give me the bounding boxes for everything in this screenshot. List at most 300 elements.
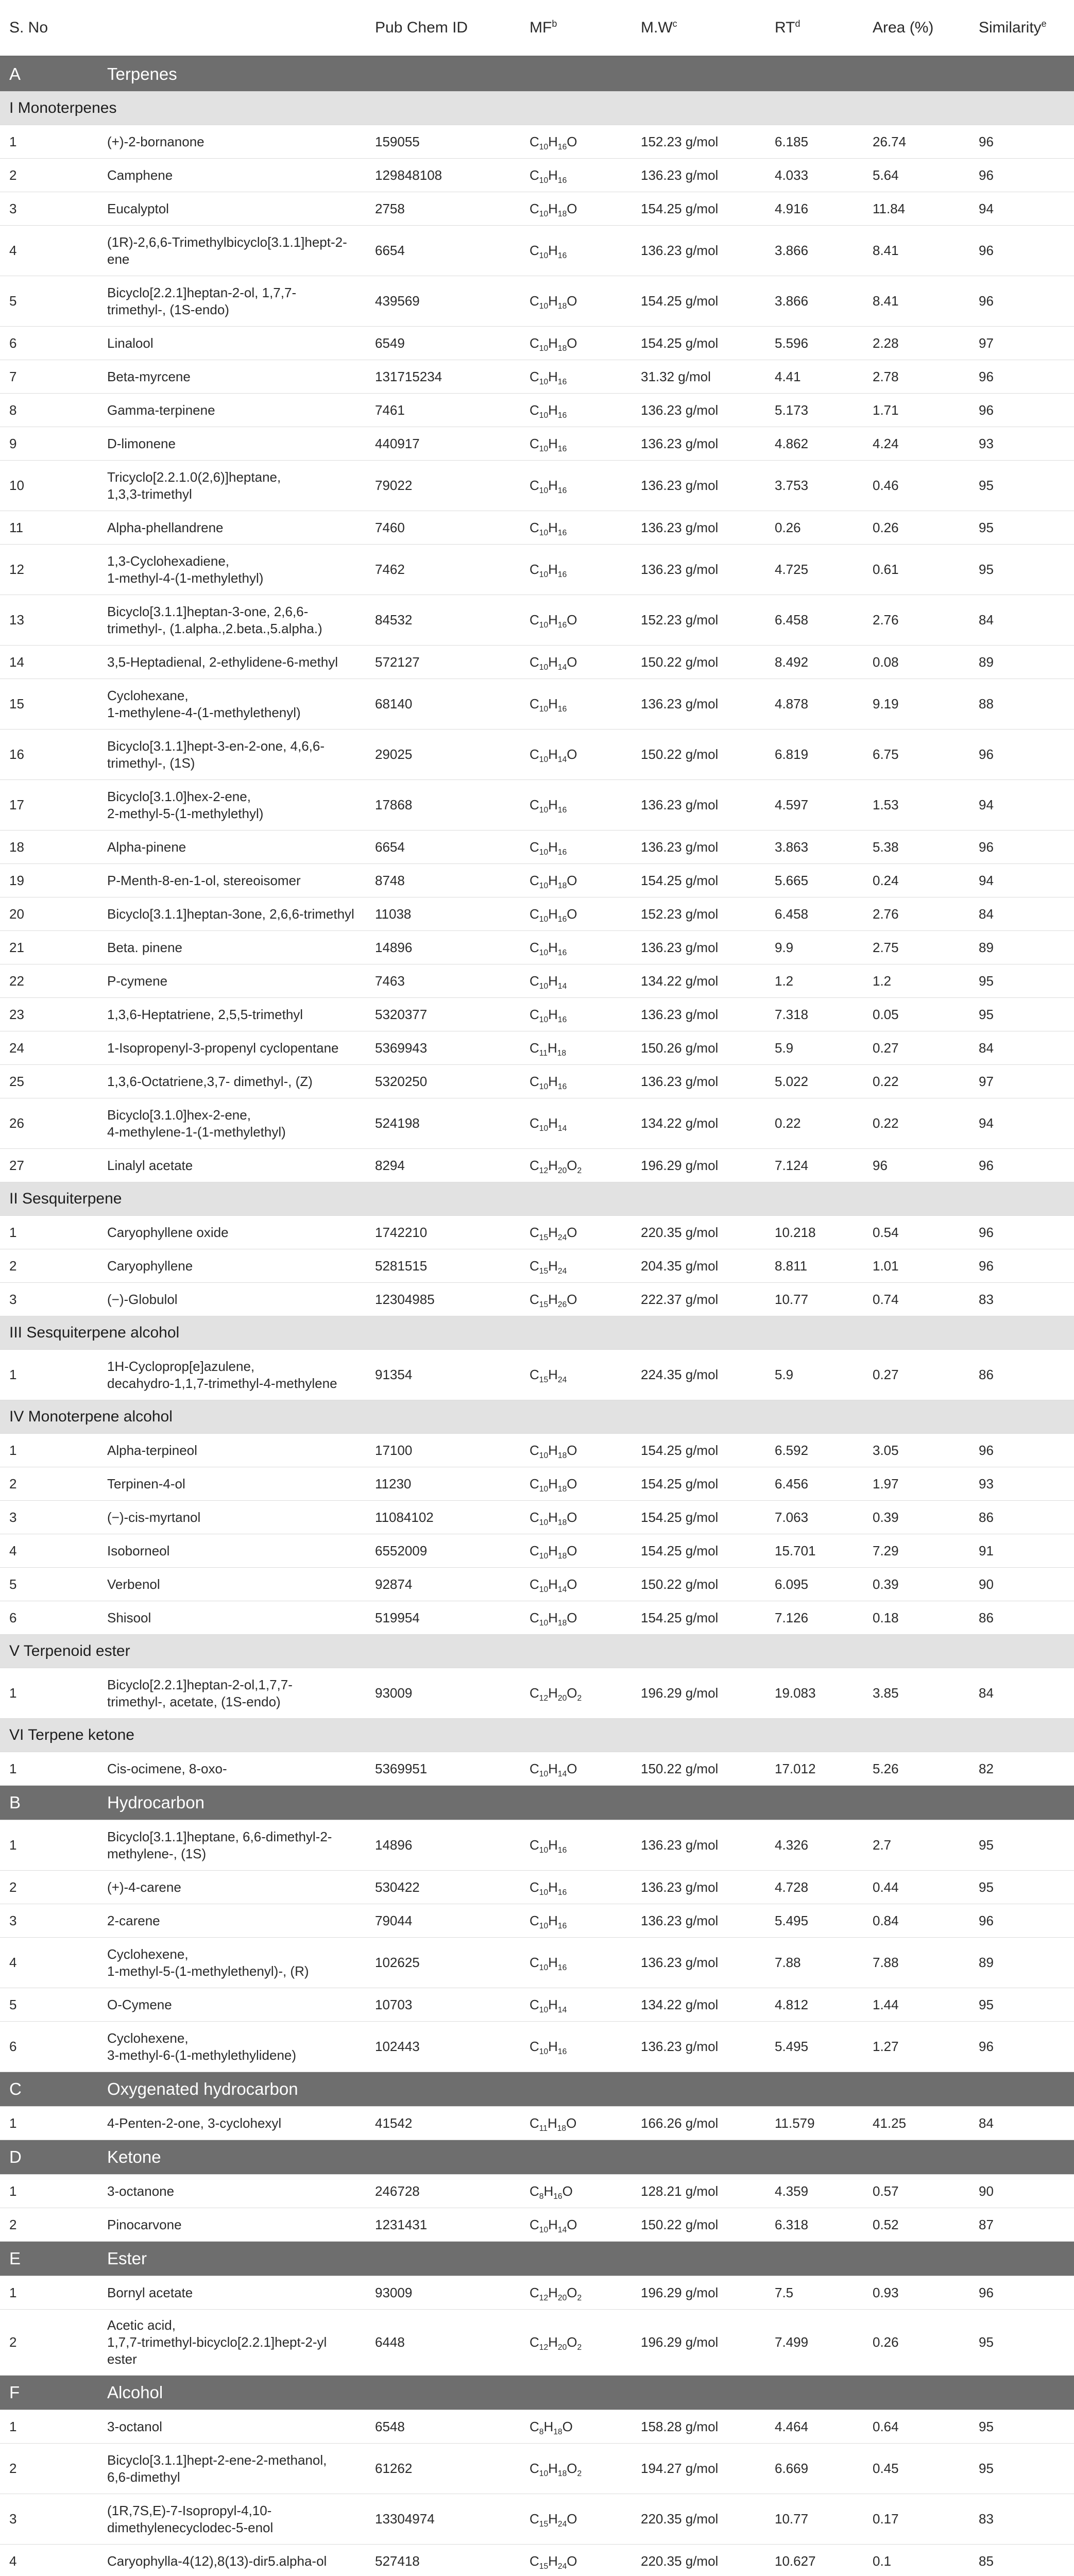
molecular-weight: 196.29 g/mol	[641, 2334, 719, 2350]
area-percent: 0.84	[873, 1912, 899, 1928]
subsection-header	[0, 92, 1074, 125]
compound-name: (1R,7S,E)-7-Isopropyl-4,10- dimethylenecyclodec-5-enol	[107, 2502, 274, 2535]
compound-name: Caryophyllene	[107, 1258, 193, 1274]
table-row	[0, 2022, 1074, 2072]
pubchem-id: 129848108	[375, 167, 442, 183]
retention-time: 0.22	[775, 1115, 801, 1131]
retention-time: 6.819	[775, 747, 809, 762]
molecular-weight: 136.23 g/mol	[641, 1006, 719, 1022]
table-row	[0, 2444, 1074, 2494]
area-percent: 3.05	[873, 1442, 899, 1458]
table-row	[0, 2410, 1074, 2444]
compound-name: Bicyclo[3.1.1]heptan-3one, 2,6,6-trimethyl	[107, 906, 354, 922]
retention-time: 0.26	[775, 519, 801, 535]
table-row	[0, 1031, 1074, 1065]
table-row	[0, 864, 1074, 897]
row-sno: 1	[9, 1837, 17, 1853]
section-header	[0, 1786, 1074, 1820]
area-percent: 0.26	[873, 519, 899, 535]
compound-name: 3-octanone	[107, 2183, 175, 2199]
row-sno: 27	[9, 1157, 24, 1173]
compound-name: Bicyclo[3.1.0]hex-2-ene, 4-methylene-1-(1-methylethyl)	[107, 1107, 286, 1140]
compound-name: P-Menth-8-en-1-ol, stereoisomer	[107, 872, 301, 888]
subsection-header	[0, 1719, 1074, 1752]
similarity: 94	[979, 872, 994, 888]
molecular-weight: 166.26 g/mol	[641, 2115, 719, 2131]
similarity: 85	[979, 2553, 994, 2569]
area-percent: 7.29	[873, 1543, 899, 1558]
section-header	[0, 57, 1074, 92]
table-row	[0, 646, 1074, 679]
pubchem-id: 68140	[375, 696, 413, 711]
molecular-weight: 154.25 g/mol	[641, 335, 719, 351]
pubchem-id: 8748	[375, 872, 405, 888]
area-percent: 0.18	[873, 1609, 899, 1625]
similarity: 96	[979, 839, 994, 855]
similarity: 95	[979, 1006, 994, 1022]
retention-time: 3.753	[775, 478, 809, 493]
pubchem-id: 7461	[375, 402, 405, 418]
compound-name: 1,3,6-Octatriene,3,7- dimethyl-, (Z)	[107, 1073, 313, 1089]
molecular-weight: 136.23 g/mol	[641, 1073, 719, 1089]
compound-name: Bicyclo[3.1.0]hex-2-ene, 2-methyl-5-(1-methylethyl)	[107, 788, 264, 821]
molecular-weight: 152.23 g/mol	[641, 612, 719, 628]
molecular-formula: $C_{11}H_{18}$	[530, 1040, 567, 1058]
compound-name: (−)-cis-myrtanol	[107, 1509, 201, 1525]
molecular-weight: 220.35 g/mol	[641, 2511, 719, 2527]
pubchem-id: 519954	[375, 1609, 420, 1625]
molecular-weight: 136.23 g/mol	[641, 402, 719, 418]
table-row	[0, 226, 1074, 276]
molecular-weight: 152.23 g/mol	[641, 906, 719, 922]
subsection-title: II Sesquiterpene	[0, 1182, 1074, 1216]
retention-time: 6.456	[775, 1476, 809, 1492]
area-percent: 0.27	[873, 1367, 899, 1382]
molecular-formula: $C_{10}H_{16}$	[530, 1837, 567, 1855]
compound-name: Eucalyptol	[107, 200, 169, 216]
area-percent: 0.57	[873, 2183, 899, 2199]
table-row	[0, 327, 1074, 360]
area-percent: 2.76	[873, 906, 899, 922]
compound-name: (+)-2-bornanone	[107, 133, 204, 149]
similarity: 96	[979, 133, 994, 149]
retention-time: 4.862	[775, 435, 809, 451]
molecular-formula: $C_{10}H_{18}O$	[530, 335, 577, 353]
similarity: 86	[979, 1367, 994, 1382]
table-row	[0, 1601, 1074, 1635]
molecular-weight: 150.22 g/mol	[641, 1576, 719, 1592]
table-row	[0, 511, 1074, 545]
area-percent: 0.45	[873, 2461, 899, 2476]
pubchem-id: 84532	[375, 612, 413, 628]
pubchem-id: 93009	[375, 2284, 413, 2300]
molecular-formula: $C_{10}H_{18}O$	[530, 293, 577, 311]
table-row	[0, 1501, 1074, 1534]
compound-name: Caryophyllene oxide	[107, 1224, 229, 1240]
row-sno: 2	[9, 1879, 17, 1895]
pubchem-id: 1231431	[375, 2216, 428, 2232]
table-row	[0, 125, 1074, 159]
area-percent: 0.1	[873, 2553, 892, 2569]
row-sno: 3	[9, 1509, 17, 1525]
area-percent: 2.28	[873, 335, 899, 351]
molecular-formula: $C_{15}H_{24}$	[530, 1367, 567, 1385]
section-title: Ketone	[98, 2140, 1074, 2175]
table-row	[0, 545, 1074, 595]
area-percent: 1.97	[873, 1476, 899, 1492]
row-sno: 9	[9, 435, 17, 451]
pubchem-id: 102443	[375, 2039, 420, 2054]
subsection-title: V Terpenoid ester	[0, 1635, 1074, 1668]
compound-name: Alpha-pinene	[107, 839, 186, 855]
similarity: 82	[979, 1760, 994, 1776]
molecular-formula: $C_{12}H_{20}O_2$	[530, 2334, 582, 2352]
area-percent: 0.61	[873, 562, 899, 577]
section-header	[0, 2140, 1074, 2175]
section-letter: C	[0, 2072, 98, 2107]
compound-name: Cyclohexene, 3-methyl-6-(1-methylethylidene)	[107, 2030, 297, 2063]
similarity: 95	[979, 1879, 994, 1895]
molecular-formula: $C_{10}H_{16}$	[530, 797, 567, 815]
pubchem-id: 159055	[375, 133, 420, 149]
molecular-formula: $C_{10}H_{14}O$	[530, 654, 577, 672]
compound-name: Cyclohexene, 1-methyl-5-(1-methylethenyl)-, (R)	[107, 1946, 309, 1979]
row-sno: 1	[9, 1685, 17, 1701]
area-percent: 0.52	[873, 2216, 899, 2232]
pubchem-id: 7463	[375, 973, 405, 989]
similarity: 96	[979, 2284, 994, 2300]
section-letter: D	[0, 2140, 98, 2175]
molecular-weight: 154.25 g/mol	[641, 293, 719, 309]
table-row	[0, 2175, 1074, 2208]
pubchem-id: 5369951	[375, 1760, 428, 1776]
retention-time: 6.185	[775, 133, 809, 149]
compound-name: Bornyl acetate	[107, 2284, 193, 2300]
similarity: 84	[979, 906, 994, 922]
table-row	[0, 1752, 1074, 1786]
compound-name: Linalyl acetate	[107, 1157, 193, 1173]
header-name	[98, 0, 366, 57]
molecular-weight: 136.23 g/mol	[641, 696, 719, 711]
pubchem-id: 527418	[375, 2553, 420, 2569]
row-sno: 11	[9, 519, 23, 535]
row-sno: 19	[9, 872, 24, 888]
row-sno: 3	[9, 200, 17, 216]
retention-time: 17.012	[775, 1760, 816, 1776]
section-title: Terpenes	[98, 57, 1074, 92]
molecular-formula: $C_8H_{18}O$	[530, 2418, 573, 2436]
row-sno: 1	[9, 2183, 17, 2199]
pubchem-id: 14896	[375, 939, 413, 955]
molecular-weight: 154.25 g/mol	[641, 200, 719, 216]
molecular-formula: $C_{15}H_{26}O$	[530, 1291, 577, 1309]
pubchem-id: 6552009	[375, 1543, 428, 1558]
compound-name: 4-Penten-2-one, 3-cyclohexyl	[107, 2115, 282, 2131]
retention-time: 10.218	[775, 1224, 816, 1240]
pubchem-id: 11038	[375, 906, 412, 922]
row-sno: 25	[9, 1073, 24, 1089]
similarity: 96	[979, 1157, 994, 1173]
retention-time: 5.495	[775, 1912, 809, 1928]
row-sno: 1	[9, 1367, 17, 1382]
similarity: 96	[979, 243, 994, 258]
similarity: 87	[979, 2216, 994, 2232]
table-row	[0, 730, 1074, 780]
row-sno: 3	[9, 1912, 17, 1928]
row-sno: 1	[9, 1224, 17, 1240]
retention-time: 6.669	[775, 2461, 809, 2476]
similarity: 95	[979, 973, 994, 989]
pubchem-id: 13304974	[375, 2511, 435, 2527]
molecular-weight: 196.29 g/mol	[641, 1685, 719, 1701]
area-percent: 11.84	[873, 200, 906, 216]
similarity: 96	[979, 1224, 994, 1240]
pubchem-id: 79022	[375, 478, 413, 493]
retention-time: 19.083	[775, 1685, 816, 1701]
row-sno: 1	[9, 2115, 17, 2131]
table-row	[0, 998, 1074, 1031]
section-title: Oxygenated hydrocarbon	[98, 2072, 1074, 2107]
molecular-formula: $C_{10}H_{16}$	[530, 402, 567, 420]
row-sno: 22	[9, 973, 24, 989]
area-percent: 6.75	[873, 747, 899, 762]
pubchem-id: 6654	[375, 243, 405, 258]
similarity: 97	[979, 1073, 994, 1089]
pubchem-id: 5320377	[375, 1006, 428, 1022]
molecular-weight: 136.23 g/mol	[641, 562, 719, 577]
subsection-title: IV Monoterpene alcohol	[0, 1400, 1074, 1434]
molecular-weight: 136.23 g/mol	[641, 1879, 719, 1895]
compound-name: Beta. pinene	[107, 939, 183, 955]
table-row	[0, 192, 1074, 226]
compound-name: Bicyclo[3.1.1]hept-3-en-2-one, 4,6,6- trimethyl-, (1S)	[107, 738, 325, 771]
retention-time: 3.863	[775, 839, 809, 855]
row-sno: 10	[9, 478, 24, 493]
similarity: 95	[979, 2334, 994, 2350]
table-row	[0, 461, 1074, 511]
row-sno: 4	[9, 2553, 17, 2569]
molecular-weight: 136.23 g/mol	[641, 1912, 719, 1928]
similarity: 94	[979, 200, 994, 216]
retention-time: 3.866	[775, 243, 809, 258]
retention-time: 6.318	[775, 2216, 809, 2232]
area-percent: 0.24	[873, 872, 899, 888]
molecular-formula: $C_{10}H_{18}O$	[530, 200, 577, 218]
area-percent: 1.53	[873, 797, 899, 812]
molecular-weight: 136.23 g/mol	[641, 1955, 719, 1970]
row-sno: 21	[9, 939, 24, 955]
table-row	[0, 1098, 1074, 1149]
retention-time: 4.359	[775, 2183, 809, 2199]
retention-time: 7.5	[775, 2284, 794, 2300]
molecular-formula: $C_{10}H_{18}O$	[530, 1509, 577, 1527]
row-sno: 1	[9, 2284, 17, 2300]
retention-time: 5.495	[775, 2039, 809, 2054]
molecular-weight: 31.32 g/mol	[641, 368, 711, 384]
area-percent: 4.24	[873, 435, 899, 451]
subsection-title: III Sesquiterpene alcohol	[0, 1316, 1074, 1350]
compound-name: Bicyclo[3.1.1]heptane, 6,6-dimethyl-2- methylene-, (1S)	[107, 1828, 332, 1861]
retention-time: 5.665	[775, 872, 809, 888]
area-percent: 0.05	[873, 1006, 899, 1022]
area-percent: 41.25	[873, 2115, 907, 2131]
table-row	[0, 1249, 1074, 1283]
molecular-formula: $C_{10}H_{16}$	[530, 696, 567, 714]
molecular-weight: 154.25 g/mol	[641, 1543, 719, 1558]
molecular-formula: $C_{10}H_{16}O$	[530, 906, 577, 924]
pubchem-id: 93009	[375, 1685, 413, 1701]
compound-name: Linalool	[107, 335, 154, 351]
molecular-formula: $C_{12}H_{20}O_2$	[530, 1157, 582, 1175]
molecular-formula: $C_{10}H_{16}O$	[530, 133, 577, 151]
table-row	[0, 360, 1074, 394]
molecular-weight: 150.22 g/mol	[641, 747, 719, 762]
molecular-weight: 154.25 g/mol	[641, 1476, 719, 1492]
area-percent: 8.41	[873, 243, 899, 258]
row-sno: 3	[9, 1291, 17, 1307]
retention-time: 6.458	[775, 612, 809, 628]
pubchem-id: 6654	[375, 839, 405, 855]
retention-time: 5.9	[775, 1367, 794, 1382]
similarity: 95	[979, 2461, 994, 2476]
pubchem-id: 11230	[375, 1476, 412, 1492]
molecular-formula: $C_{12}H_{20}O_2$	[530, 1685, 582, 1703]
molecular-formula: $C_{10}H_{16}$	[530, 478, 567, 496]
retention-time: 4.464	[775, 2418, 809, 2434]
compound-name: P-cymene	[107, 973, 168, 989]
retention-time: 5.596	[775, 335, 809, 351]
row-sno: 13	[9, 612, 24, 628]
table-row	[0, 679, 1074, 730]
area-percent: 0.27	[873, 1040, 899, 1056]
similarity: 90	[979, 1576, 994, 1592]
similarity: 89	[979, 1955, 994, 1970]
compound-name: Camphene	[107, 167, 173, 183]
subsection-title: I Monoterpenes	[0, 92, 1074, 125]
area-percent: 0.22	[873, 1073, 899, 1089]
molecular-formula: $C_{10}H_{18}O_2$	[530, 2461, 582, 2479]
molecular-formula: $C_{10}H_{16}$	[530, 562, 567, 580]
area-percent: 0.08	[873, 654, 899, 670]
similarity: 94	[979, 797, 994, 812]
molecular-formula: $C_{10}H_{16}O$	[530, 612, 577, 630]
retention-time: 10.77	[775, 1291, 809, 1307]
molecular-formula: $C_{10}H_{16}$	[530, 939, 567, 957]
similarity: 96	[979, 1442, 994, 1458]
similarity: 95	[979, 519, 994, 535]
row-sno: 4	[9, 1955, 17, 1970]
molecular-formula: $C_{10}H_{16}$	[530, 435, 567, 453]
molecular-weight: 204.35 g/mol	[641, 1258, 719, 1274]
row-sno: 1	[9, 1442, 17, 1458]
area-percent: 96	[873, 1157, 888, 1173]
pubchem-id: 439569	[375, 293, 420, 309]
similarity: 93	[979, 1476, 994, 1492]
compound-name: 1H-Cycloprop[e]azulene, decahydro-1,1,7-trimethyl-4-methylene	[107, 1358, 337, 1391]
section-letter: A	[0, 57, 98, 92]
area-percent: 2.76	[873, 612, 899, 628]
row-sno: 2	[9, 2461, 17, 2476]
table-row	[0, 1988, 1074, 2022]
retention-time: 7.88	[775, 1955, 801, 1970]
retention-time: 4.725	[775, 562, 809, 577]
row-sno: 2	[9, 167, 17, 183]
area-percent: 1.27	[873, 2039, 899, 2054]
table-row	[0, 394, 1074, 427]
molecular-formula: $C_{10}H_{16}$	[530, 1879, 567, 1897]
table-row	[0, 276, 1074, 327]
compound-name: 1-Isopropenyl-3-propenyl cyclopentane	[107, 1040, 339, 1056]
row-sno: 1	[9, 133, 17, 149]
molecular-formula: $C_8H_{16}O$	[530, 2183, 573, 2201]
table-row	[0, 831, 1074, 864]
molecular-formula: $C_{10}H_{16}$	[530, 1955, 567, 1973]
compound-name: 3,5-Heptadienal, 2-ethylidene-6-methyl	[107, 654, 338, 670]
similarity: 86	[979, 1609, 994, 1625]
section-letter: B	[0, 1786, 98, 1820]
row-sno: 7	[9, 368, 17, 384]
similarity: 95	[979, 2418, 994, 2434]
area-percent: 5.38	[873, 839, 899, 855]
molecular-weight: 134.22 g/mol	[641, 1996, 719, 2012]
section-title: Hydrocarbon	[98, 1786, 1074, 1820]
area-percent: 0.44	[873, 1879, 899, 1895]
pubchem-id: 246728	[375, 2183, 420, 2199]
row-sno: 15	[9, 696, 24, 711]
area-percent: 0.64	[873, 2418, 899, 2434]
molecular-weight: 194.27 g/mol	[641, 2461, 719, 2476]
pubchem-id: 61262	[375, 2461, 413, 2476]
header-mw: $M.W^c$	[632, 0, 765, 57]
table-row	[0, 1938, 1074, 1988]
table-row	[0, 1820, 1074, 1871]
table-row	[0, 1534, 1074, 1568]
molecular-formula: $C_{10}H_{18}O$	[530, 1543, 577, 1561]
row-sno: 5	[9, 1996, 17, 2012]
retention-time: 9.9	[775, 939, 794, 955]
molecular-weight: 136.23 g/mol	[641, 939, 719, 955]
similarity: 89	[979, 939, 994, 955]
molecular-weight: 128.21 g/mol	[641, 2183, 719, 2199]
molecular-weight: 154.25 g/mol	[641, 1509, 719, 1525]
row-sno: 14	[9, 654, 24, 670]
molecular-formula: $C_{15}H_{24}$	[530, 1258, 567, 1276]
row-sno: 1	[9, 1760, 17, 1776]
row-sno: 6	[9, 2039, 17, 2054]
pubchem-id: 8294	[375, 1157, 405, 1173]
pubchem-id: 10703	[375, 1996, 413, 2012]
table-row	[0, 780, 1074, 831]
retention-time: 4.812	[775, 1996, 809, 2012]
pubchem-id: 14896	[375, 1837, 413, 1853]
table-row	[0, 1871, 1074, 1904]
pubchem-id: 5320250	[375, 1073, 428, 1089]
row-sno: 26	[9, 1115, 24, 1131]
similarity: 96	[979, 402, 994, 418]
molecular-formula: $C_{10}H_{14}$	[530, 973, 567, 991]
molecular-weight: 154.25 g/mol	[641, 1609, 719, 1625]
similarity: 96	[979, 167, 994, 183]
pubchem-id: 6448	[375, 2334, 405, 2350]
pubchem-id: 524198	[375, 1115, 420, 1131]
row-sno: 4	[9, 1543, 17, 1558]
molecular-formula: $C_{10}H_{14}$	[530, 1996, 567, 2014]
row-sno: 4	[9, 243, 17, 258]
pubchem-id: 572127	[375, 654, 420, 670]
similarity: 96	[979, 1258, 994, 1274]
compound-name: Terpinen-4-ol	[107, 1476, 185, 1492]
molecular-formula: $C_{10}H_{18}O$	[530, 1476, 577, 1494]
